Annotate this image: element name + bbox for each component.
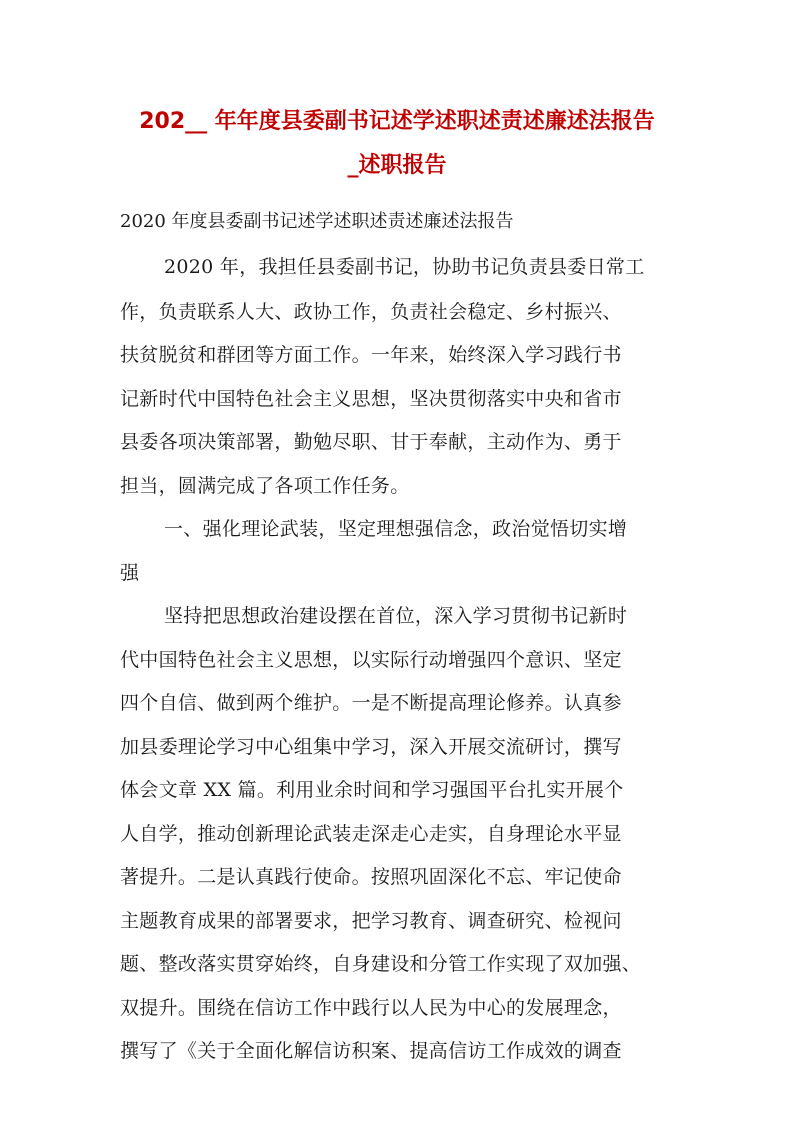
body-line: 四个自信、做到两个维护。一是不断提高理论修养。认真参 [120,692,622,714]
body-line: 双提升。围绕在信访工作中践行以人民为中心的发展理念， [120,997,622,1019]
section-heading: 一、强化理论武装，坚定理想强信念，政治觉悟切实增 [164,518,628,540]
body-line: 作，负责联系人大、政协工作，负责社会稳定、乡村振兴、 [120,301,622,323]
section-heading-cont: 强 [120,562,140,584]
document-subtitle: 2020 年度县委副书记述学述职述责述廉述法报告 [120,211,514,232]
document-title-line-2: _述职报告 [347,153,447,178]
body-line: 2020 年，我担任县委副书记，协助书记负责县委日常工 [164,256,645,278]
body-line: 题、整改落实贯穿始终，自身建设和分管工作实现了双加强、 [120,953,642,975]
body-line: 体会文章 XX 篇。利用业余时间和学习强国平台扎实开展个 [120,779,624,801]
body-line: 著提升。二是认真践行使命。按照巩固深化不忘、牢记使命 [120,866,622,888]
body-line: 县委各项决策部署，勤勉尽职、甘于奉献，主动作为、勇于 [120,431,622,453]
body-line: 担当，圆满完成了各项工作任务。 [120,475,410,497]
body-line: 加县委理论学习中心组集中学习，深入开展交流研讨，撰写 [120,736,622,758]
body-line: 主题教育成果的部署要求，把学习教育、调查研究、检视问 [120,910,622,932]
body-line: 扶贫脱贫和群团等方面工作。一年来，始终深入学习践行书 [120,344,622,366]
document-title-line-1: 202__ 年年度县委副书记述学述职述责述廉述法报告 [139,109,655,134]
body-line: 记新时代中国特色社会主义思想，坚决贯彻落实中央和省市 [120,388,622,410]
body-line: 坚持把思想政治建设摆在首位，深入学习贯彻书记新时 [164,605,628,627]
body-line: 撰写了《关于全面化解信访积案、提高信访工作成效的调查 [120,1040,622,1062]
body-line: 代中国特色社会主义思想，以实际行动增强四个意识、坚定 [120,649,622,671]
body-line: 人自学，推动创新理论武装走深走心走实，自身理论水平显 [120,823,622,845]
